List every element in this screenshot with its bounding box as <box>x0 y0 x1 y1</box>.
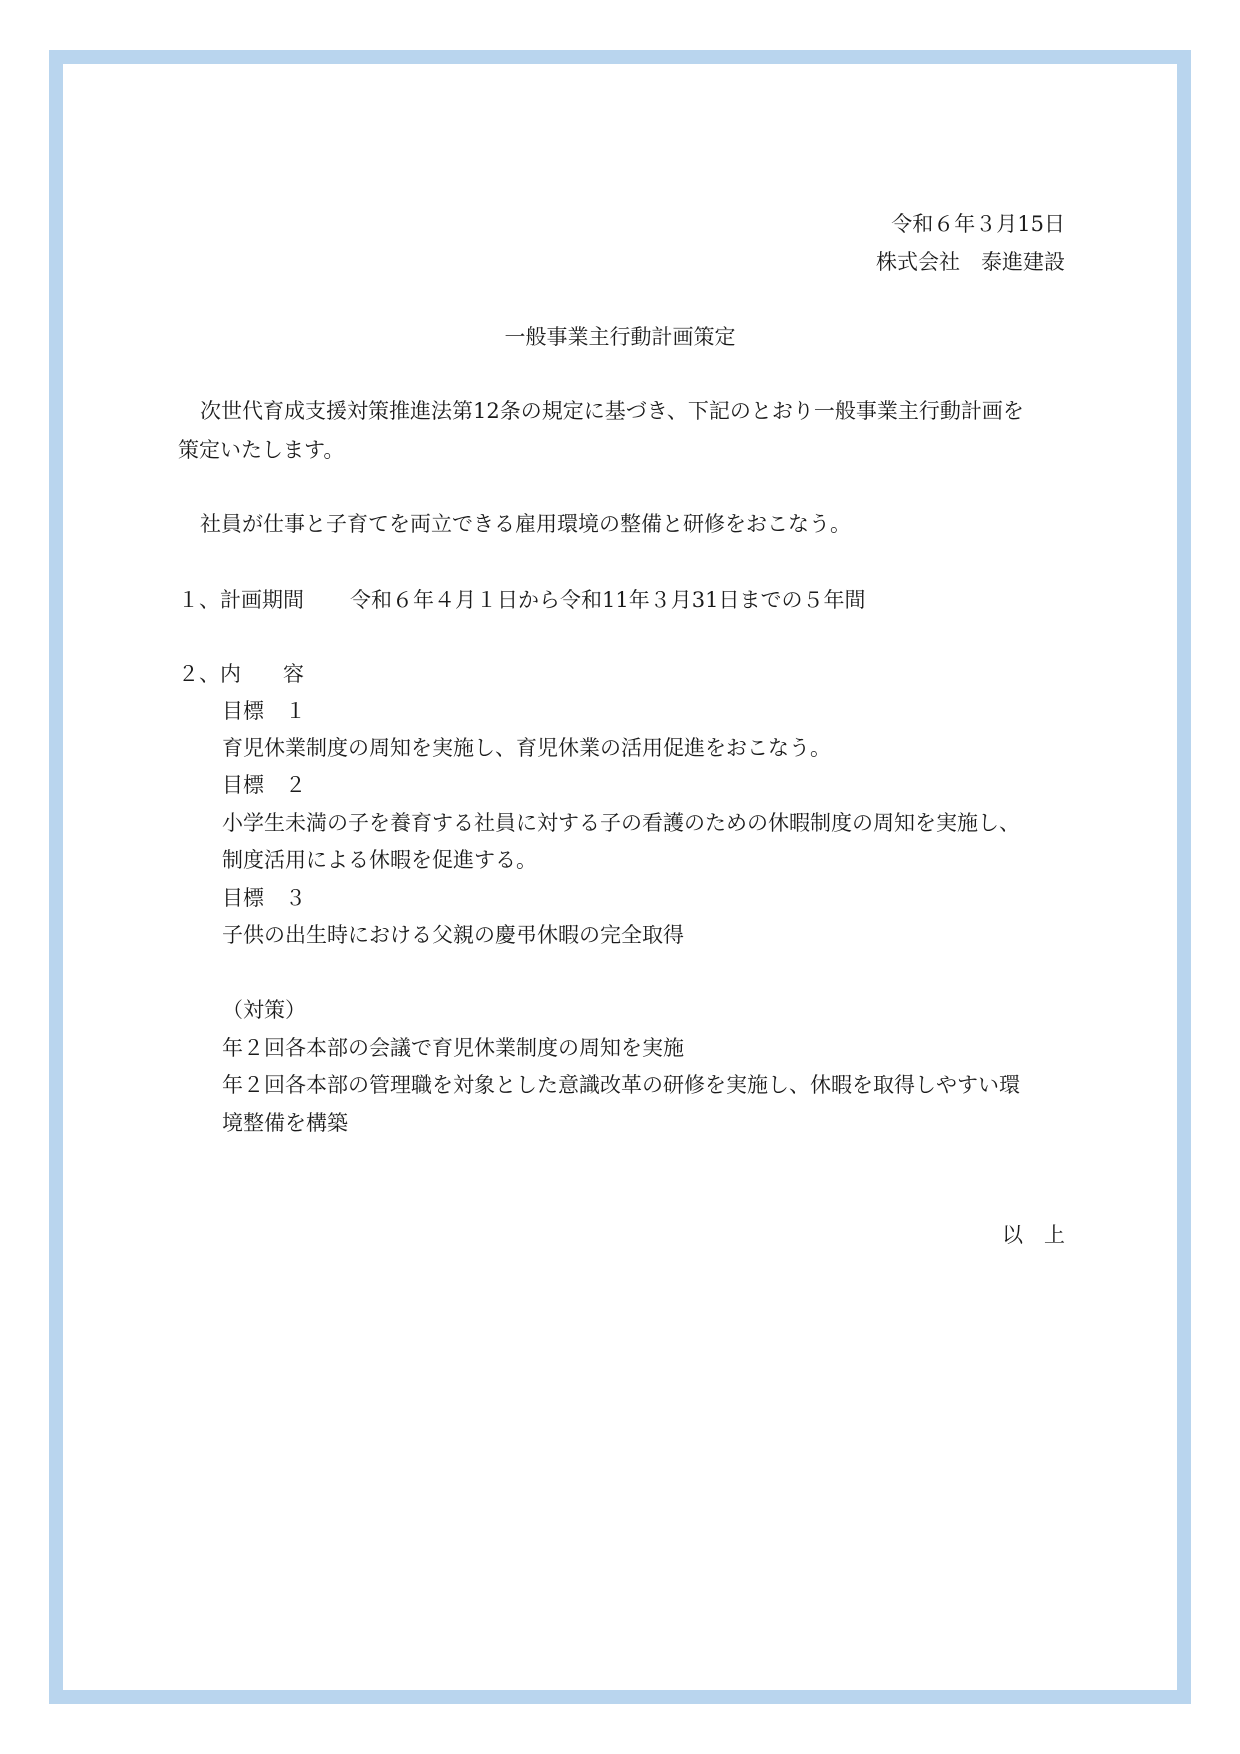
goal-3-text: 子供の出生時における父親の慶弔休暇の完全取得 <box>222 923 684 947</box>
intro-line-1: 次世代育成支援対策推進法第12条の規定に基づき、下記のとおり一般事業主行動計画を <box>200 399 1024 423</box>
goal-3-label: 目標 ３ <box>222 886 306 910</box>
goal-1-text: 育児休業制度の周知を実施し、育児休業の活用促進をおこなう。 <box>222 736 831 760</box>
closing-mark: 以 上 <box>1002 1223 1065 1247</box>
goal-2-text-line-1: 小学生未満の子を養育する社員に対する子の看護のための休暇制度の周知を実施し、 <box>222 811 1020 835</box>
section-1-heading: １、計画期間 <box>178 588 304 612</box>
intro-line-2: 策定いたします。 <box>178 438 345 462</box>
goal-2-label: 目標 ２ <box>222 773 306 797</box>
policy-statement: 社員が仕事と子育てを両立できる雇用環境の整備と研修をおこなう。 <box>200 512 851 536</box>
section-2-heading: ２、内 容 <box>178 662 304 686</box>
measure-2-line-2: 境整備を構築 <box>222 1111 348 1135</box>
goal-1-label: 目標 １ <box>222 699 306 723</box>
company-name: 株式会社 泰進建設 <box>876 250 1065 274</box>
goal-2-text-line-2: 制度活用による休暇を促進する。 <box>222 848 537 872</box>
document-title: 一般事業主行動計画策定 <box>504 325 736 349</box>
measure-1: 年２回各本部の会議で育児休業制度の周知を実施 <box>222 1036 684 1060</box>
document-date: 令和６年３月15日 <box>891 212 1065 236</box>
measure-2-line-1: 年２回各本部の管理職を対象とした意識改革の研修を実施し、休暇を取得しやすい環 <box>222 1073 1020 1097</box>
plan-period-text: 令和６年４月１日から令和11年３月31日までの５年間 <box>350 588 866 612</box>
measures-heading: （対策） <box>222 998 306 1022</box>
